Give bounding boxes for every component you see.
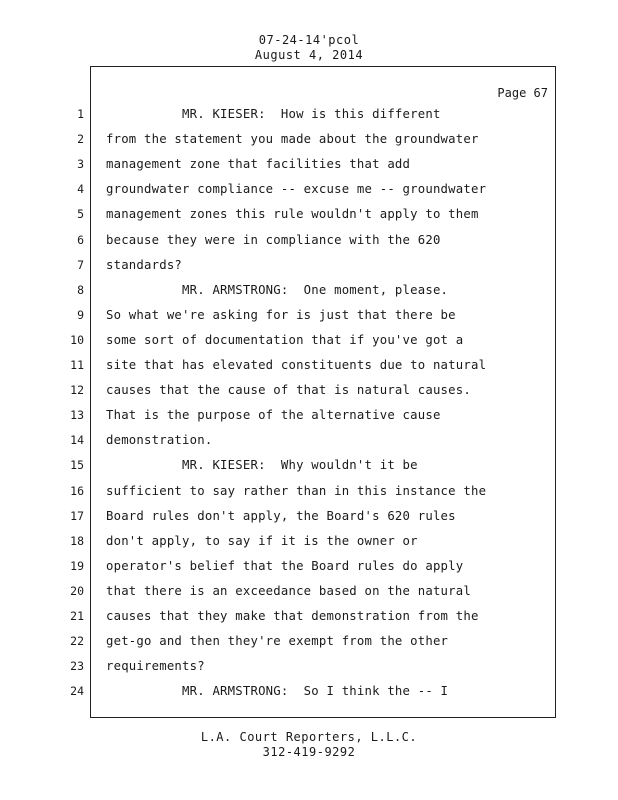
line-number: 7 [77,257,84,272]
line-text: standards? [106,257,183,272]
line-text: management zones this rule wouldn't apply to them [106,207,479,222]
line-number: 5 [77,207,84,222]
line-text: get-go and then they're exempt from the other [106,634,449,649]
line-number: 18 [70,533,84,548]
line-number: 6 [77,232,84,247]
line-number: 13 [70,408,84,423]
line-number: 16 [70,483,84,498]
line-text: that there is an exceedance based on the natural [106,583,471,598]
line-number: 22 [70,634,84,649]
line-number: 1 [77,107,84,121]
line-text: from the statement you made about the groundwater [106,132,479,147]
line-number: 10 [70,332,84,347]
line-number: 14 [70,433,84,448]
line-text: site that has elevated constituents due to natural [106,358,487,372]
line-text: requirements? [106,659,205,674]
line-number: 15 [70,458,84,473]
line-text: causes that the cause of that is natural causes. [106,383,471,398]
line-number: 12 [70,383,84,398]
line-text: MR. ARMSTRONG: So I think the -- I [106,684,449,699]
line-text: groundwater compliance -- excuse me -- groundwater [106,182,487,197]
line-number: 24 [70,684,84,699]
line-text: MR. KIESER: How is this different [106,107,441,121]
line-number: 2 [77,132,84,147]
line-number: 4 [77,182,84,197]
line-number: 3 [77,157,84,172]
line-text: operator's belief that the Board rules do apply [106,558,464,573]
transcript-header-id: 07-24-14'pcol [258,33,360,47]
line-number: 21 [70,609,84,623]
line-text: That is the purpose of the alternative cause [106,408,441,423]
line-text: because they were in compliance with the 620 [106,232,441,247]
line-text: Board rules don't apply, the Board's 620 rules [106,508,456,523]
line-text: MR. ARMSTRONG: One moment, please. [106,282,449,297]
line-text: demonstration. [106,433,213,448]
line-number: 11 [70,358,84,372]
line-text: So what we're asking for is just that there be [106,307,456,322]
line-text: causes that they make that demonstration from the [106,609,479,623]
line-text: some sort of documentation that if you've got a [106,332,464,347]
line-number: 17 [70,508,84,523]
line-number: 20 [70,583,84,598]
page-number: Page 67 [497,86,548,100]
line-number: 8 [77,282,84,297]
line-number: 19 [70,558,84,573]
line-text: don't apply, to say if it is the owner or [106,533,418,548]
transcript-header-date: August 4, 2014 [254,48,364,62]
line-number: 23 [70,659,84,674]
line-text: MR. KIESER: Why wouldn't it be [106,458,418,473]
line-text: management zone that facilities that add [106,157,411,172]
line-text: sufficient to say rather than in this instance the [106,483,487,498]
court-reporter-name: L.A. Court Reporters, L.L.C. [200,730,418,744]
line-number: 9 [77,307,84,322]
court-reporter-phone: 312-419-9292 [262,745,356,759]
